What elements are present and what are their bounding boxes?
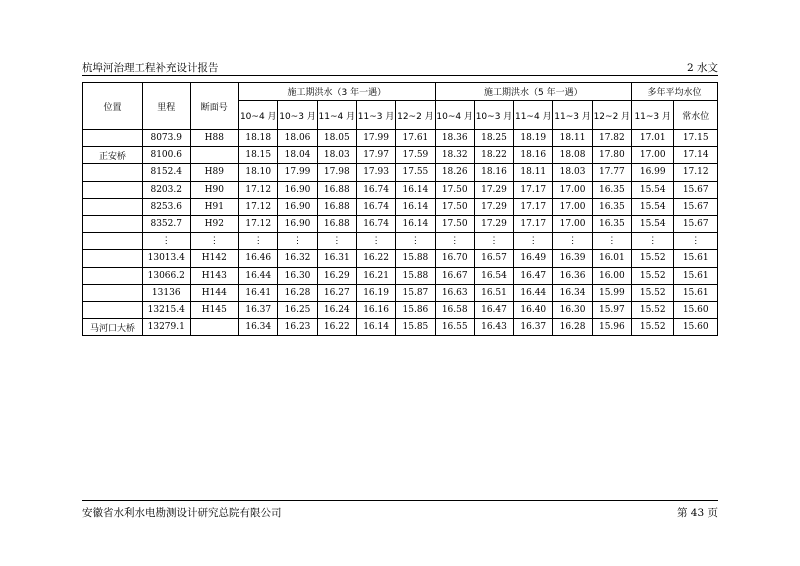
level-cell: 17.00 (632, 147, 674, 164)
level-cell: 16.49 (514, 250, 553, 267)
level-cell: 15.97 (592, 301, 631, 318)
header-avg-level: 多年平均水位 (632, 83, 718, 101)
table-row (83, 164, 718, 181)
level-cell: 15.52 (632, 267, 674, 284)
table-row (83, 319, 718, 336)
level-cell: 16.34 (239, 319, 278, 336)
level-cell: 18.06 (278, 130, 317, 147)
level-cell: 15.61 (674, 250, 718, 267)
level-cell: ⋮ (674, 233, 718, 250)
mileage-cell: 8352.7 (142, 215, 190, 232)
water-level-table (82, 82, 718, 336)
level-cell: 17.15 (674, 130, 718, 147)
level-cell: 18.11 (553, 130, 592, 147)
footer-divider (82, 500, 718, 501)
level-cell: 16.01 (592, 250, 631, 267)
mileage-cell: ⋮ (142, 233, 190, 250)
level-cell: ⋮ (514, 233, 553, 250)
section-cell (190, 147, 239, 164)
level-cell: 16.88 (317, 215, 356, 232)
mileage-cell: 8073.9 (142, 130, 190, 147)
level-cell: 15.96 (592, 319, 631, 336)
section-cell: H89 (190, 164, 239, 181)
level-cell: 16.19 (356, 284, 395, 301)
period-header: 11~3 月 (553, 101, 592, 130)
mileage-cell: 8100.6 (142, 147, 190, 164)
level-cell: 18.15 (239, 147, 278, 164)
section-cell: H88 (190, 130, 239, 147)
header-divider (82, 75, 718, 76)
table-row (83, 233, 718, 250)
level-cell: 17.80 (592, 147, 631, 164)
level-cell: 16.32 (278, 250, 317, 267)
mileage-cell: 13066.2 (142, 267, 190, 284)
level-cell: ⋮ (435, 233, 474, 250)
mileage-cell: 13215.4 (142, 301, 190, 318)
level-cell: ⋮ (632, 233, 674, 250)
level-cell: 18.04 (278, 147, 317, 164)
level-cell: 17.29 (474, 198, 513, 215)
level-cell: 15.52 (632, 319, 674, 336)
period-header: 11~4 月 (317, 101, 356, 130)
period-header: 11~4 月 (514, 101, 553, 130)
level-cell: 17.12 (239, 181, 278, 198)
level-cell: 16.16 (356, 301, 395, 318)
level-cell: 16.40 (514, 301, 553, 318)
level-cell: 16.70 (435, 250, 474, 267)
level-cell: 16.67 (435, 267, 474, 284)
level-cell: 16.31 (317, 250, 356, 267)
level-cell: 18.11 (514, 164, 553, 181)
table-row (83, 198, 718, 215)
level-cell: 16.00 (592, 267, 631, 284)
page-number: 第 43 页 (676, 507, 718, 519)
section-cell: H145 (190, 301, 239, 318)
level-cell: ⋮ (356, 233, 395, 250)
level-cell: 16.28 (553, 319, 592, 336)
level-cell: 17.17 (514, 198, 553, 215)
location-cell (83, 284, 143, 301)
level-cell: 16.55 (435, 319, 474, 336)
level-cell: 16.90 (278, 181, 317, 198)
level-cell: 16.23 (278, 319, 317, 336)
organization-name: 安徽省水利水电勘测设计研究总院有限公司 (82, 507, 282, 519)
table-row (83, 284, 718, 301)
level-cell: 16.25 (278, 301, 317, 318)
level-cell: 16.36 (553, 267, 592, 284)
level-cell: 17.99 (278, 164, 317, 181)
level-cell: 17.01 (632, 130, 674, 147)
table-row (83, 215, 718, 232)
level-cell: 16.44 (239, 267, 278, 284)
level-cell: 17.00 (553, 181, 592, 198)
level-cell: 16.41 (239, 284, 278, 301)
level-cell: 16.34 (553, 284, 592, 301)
level-cell: 18.22 (474, 147, 513, 164)
period-header: 10~3 月 (474, 101, 513, 130)
level-cell: 15.67 (674, 181, 718, 198)
level-cell: 15.61 (674, 284, 718, 301)
level-cell: 15.52 (632, 284, 674, 301)
level-cell: 15.67 (674, 215, 718, 232)
level-cell: 18.03 (553, 164, 592, 181)
mileage-cell: 13136 (142, 284, 190, 301)
level-cell: 15.54 (632, 215, 674, 232)
level-cell: 15.52 (632, 301, 674, 318)
level-cell: 16.35 (592, 215, 631, 232)
level-cell: 17.50 (435, 215, 474, 232)
level-cell: 16.14 (396, 215, 435, 232)
level-cell: 17.55 (396, 164, 435, 181)
header-location: 位置 (83, 83, 143, 130)
period-header: 11~3 月 (356, 101, 395, 130)
level-cell: 17.93 (356, 164, 395, 181)
table-row (83, 181, 718, 198)
level-cell: ⋮ (278, 233, 317, 250)
level-cell: 18.32 (435, 147, 474, 164)
level-cell: 18.25 (474, 130, 513, 147)
section-cell: H142 (190, 250, 239, 267)
level-cell: 16.90 (278, 198, 317, 215)
section-cell: H90 (190, 181, 239, 198)
period-header: 10~3 月 (278, 101, 317, 130)
section-cell: H144 (190, 284, 239, 301)
header-flood-5yr: 施工期洪水（5 年一遇） (435, 83, 631, 101)
location-cell (83, 215, 143, 232)
level-cell: 15.61 (674, 267, 718, 284)
table-row (83, 130, 718, 147)
level-cell: 17.97 (356, 147, 395, 164)
period-header: 12~2 月 (396, 101, 435, 130)
location-cell (83, 233, 143, 250)
level-cell: 17.59 (396, 147, 435, 164)
avg-period-header: 11~3 月 (632, 101, 674, 130)
level-cell: 16.22 (317, 319, 356, 336)
level-cell: 16.44 (514, 284, 553, 301)
header-flood-3yr: 施工期洪水（3 年一遇） (239, 83, 435, 101)
level-cell: 17.12 (239, 215, 278, 232)
location-cell (83, 250, 143, 267)
level-cell: 16.14 (396, 198, 435, 215)
level-cell: 16.21 (356, 267, 395, 284)
level-cell: 17.77 (592, 164, 631, 181)
level-cell: 16.37 (239, 301, 278, 318)
level-cell: 15.54 (632, 181, 674, 198)
document-title: 杭埠河治理工程补充设计报告 (82, 62, 219, 74)
level-cell: 15.67 (674, 198, 718, 215)
level-cell: ⋮ (396, 233, 435, 250)
level-cell: 16.74 (356, 215, 395, 232)
level-cell: ⋮ (317, 233, 356, 250)
level-cell: 15.52 (632, 250, 674, 267)
level-cell: 16.30 (278, 267, 317, 284)
level-cell: 17.50 (435, 181, 474, 198)
level-cell: 16.27 (317, 284, 356, 301)
level-cell: 16.46 (239, 250, 278, 267)
level-cell: 15.60 (674, 301, 718, 318)
level-cell: 15.99 (592, 284, 631, 301)
level-cell: 18.26 (435, 164, 474, 181)
level-cell: 16.54 (474, 267, 513, 284)
level-cell: 16.58 (435, 301, 474, 318)
table-row (83, 301, 718, 318)
level-cell: 16.14 (396, 181, 435, 198)
mileage-cell: 8203.2 (142, 181, 190, 198)
level-cell: 16.88 (317, 181, 356, 198)
level-cell: 16.24 (317, 301, 356, 318)
level-cell: ⋮ (239, 233, 278, 250)
section-cell: H91 (190, 198, 239, 215)
table-row (83, 147, 718, 164)
period-header: 12~2 月 (592, 101, 631, 130)
location-cell (83, 198, 143, 215)
level-cell: 17.12 (239, 198, 278, 215)
table-row (83, 267, 718, 284)
level-cell: ⋮ (474, 233, 513, 250)
level-cell: 17.29 (474, 215, 513, 232)
level-cell: 15.88 (396, 267, 435, 284)
level-cell: 18.03 (317, 147, 356, 164)
location-cell (83, 301, 143, 318)
location-cell: 马河口大桥 (83, 319, 143, 336)
table-row (83, 250, 718, 267)
period-header: 10~4 月 (239, 101, 278, 130)
level-cell: 17.98 (317, 164, 356, 181)
header-mileage: 里程 (142, 83, 190, 130)
level-cell: 18.19 (514, 130, 553, 147)
level-cell: 17.50 (435, 198, 474, 215)
level-cell: 17.82 (592, 130, 631, 147)
level-cell: 18.16 (474, 164, 513, 181)
level-cell: 16.88 (317, 198, 356, 215)
level-cell: 16.35 (592, 198, 631, 215)
level-cell: 16.39 (553, 250, 592, 267)
level-cell: 17.14 (674, 147, 718, 164)
level-cell: 18.18 (239, 130, 278, 147)
section-label: 2 水文 (686, 62, 718, 74)
section-cell: H143 (190, 267, 239, 284)
level-cell: 17.29 (474, 181, 513, 198)
level-cell: 15.85 (396, 319, 435, 336)
level-cell: 17.00 (553, 215, 592, 232)
level-cell: 18.08 (553, 147, 592, 164)
level-cell: 15.87 (396, 284, 435, 301)
level-cell: 16.43 (474, 319, 513, 336)
level-cell: 16.30 (553, 301, 592, 318)
section-cell: ⋮ (190, 233, 239, 250)
location-cell (83, 130, 143, 147)
level-cell: 16.29 (317, 267, 356, 284)
level-cell: 16.47 (514, 267, 553, 284)
level-cell: ⋮ (553, 233, 592, 250)
level-cell: 16.51 (474, 284, 513, 301)
level-cell: 16.63 (435, 284, 474, 301)
level-cell: 17.00 (553, 198, 592, 215)
header-section: 断面号 (190, 83, 239, 130)
level-cell: 15.60 (674, 319, 718, 336)
location-cell (83, 267, 143, 284)
level-cell: 18.10 (239, 164, 278, 181)
location-cell (83, 181, 143, 198)
period-header: 10~4 月 (435, 101, 474, 130)
location-cell (83, 164, 143, 181)
level-cell: 16.74 (356, 181, 395, 198)
level-cell: 17.99 (356, 130, 395, 147)
level-cell: 16.35 (592, 181, 631, 198)
level-cell: 18.16 (514, 147, 553, 164)
level-cell: 17.17 (514, 181, 553, 198)
level-cell: 15.88 (396, 250, 435, 267)
mileage-cell: 13279.1 (142, 319, 190, 336)
section-cell: H92 (190, 215, 239, 232)
location-cell: 正安桥 (83, 147, 143, 164)
avg-period-header: 常水位 (674, 101, 718, 130)
level-cell: 18.36 (435, 130, 474, 147)
level-cell: 16.37 (514, 319, 553, 336)
level-cell: 17.12 (674, 164, 718, 181)
level-cell: 16.90 (278, 215, 317, 232)
level-cell: 16.99 (632, 164, 674, 181)
level-cell: 16.14 (356, 319, 395, 336)
level-cell: 17.17 (514, 215, 553, 232)
section-cell (190, 319, 239, 336)
level-cell: 16.22 (356, 250, 395, 267)
mileage-cell: 8152.4 (142, 164, 190, 181)
level-cell: 16.74 (356, 198, 395, 215)
level-cell: 15.54 (632, 198, 674, 215)
level-cell: 16.47 (474, 301, 513, 318)
mileage-cell: 8253.6 (142, 198, 190, 215)
level-cell: 15.86 (396, 301, 435, 318)
level-cell: 18.05 (317, 130, 356, 147)
level-cell: 16.28 (278, 284, 317, 301)
mileage-cell: 13013.4 (142, 250, 190, 267)
level-cell: 17.61 (396, 130, 435, 147)
level-cell: ⋮ (592, 233, 631, 250)
level-cell: 16.57 (474, 250, 513, 267)
